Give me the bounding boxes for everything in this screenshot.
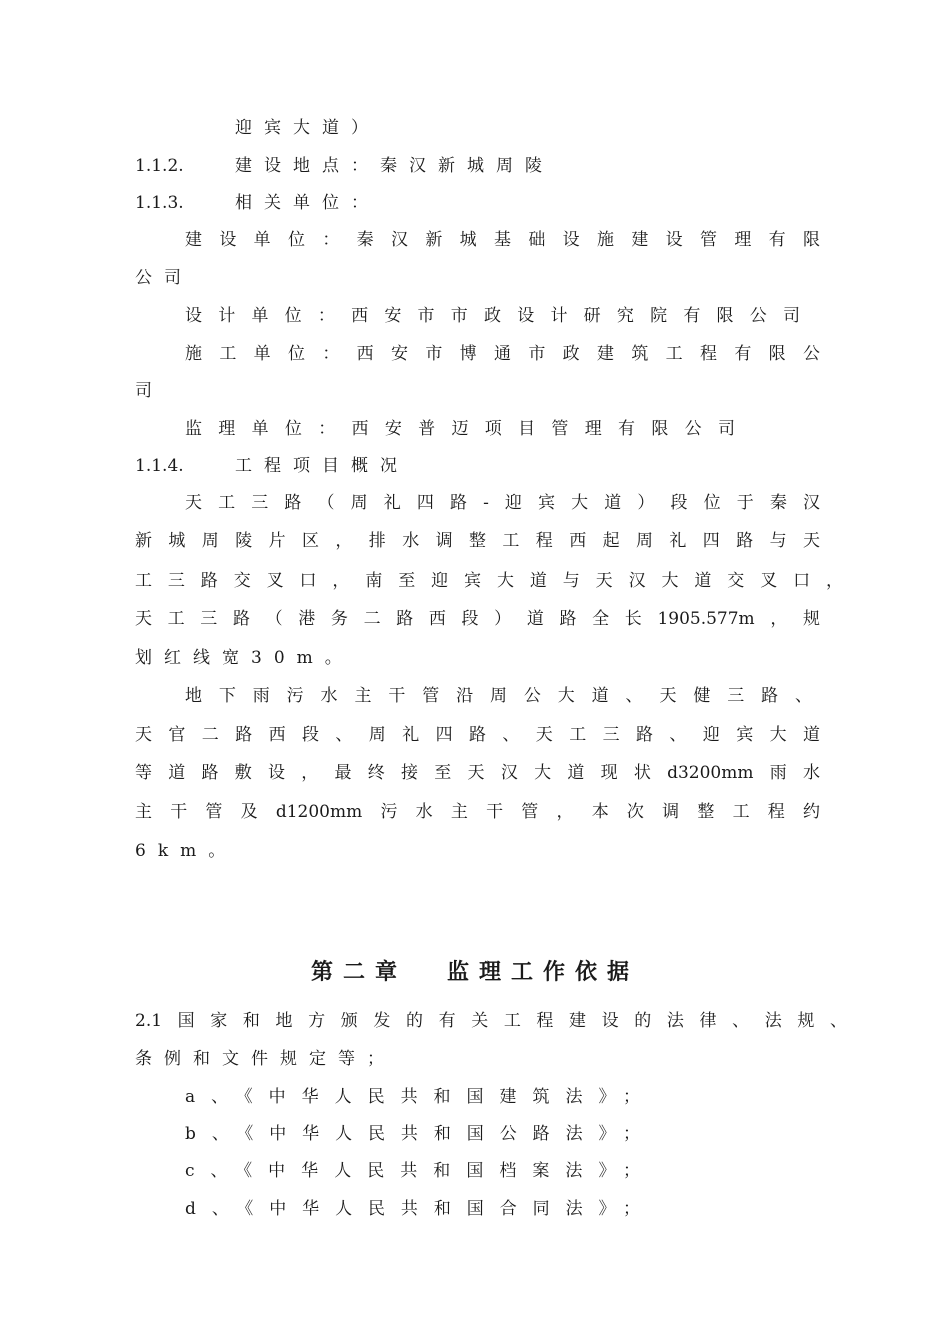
law-item: b、《中华人民共和国公路法》； <box>185 1124 640 1144</box>
section-2-1-line-cont: 条例和文件规定等； <box>135 1049 396 1069</box>
overview-line: 天工三路（周礼四路-迎宾大道）段位于秦汉 <box>185 493 820 513</box>
pipeline-line: 6km。 <box>135 841 238 861</box>
builder-line-cont: 公司 <box>135 268 193 288</box>
contractor-line: 施工单位：西安市博通市政建筑工程有限公 <box>185 344 820 364</box>
item-number: 1.1.4. <box>135 456 184 476</box>
item-1-1-2 <box>135 155 554 177</box>
pipeline-line: 地下雨污水主干管沿周公大道、天健三路、 <box>185 686 812 706</box>
law-item: a、《中华人民共和国建筑法》； <box>185 1087 640 1107</box>
law-item: d、《中华人民共和国合同法》； <box>185 1199 640 1219</box>
text-line: 迎宾大道） <box>235 118 380 138</box>
contractor-line-cont: 司 <box>135 381 164 401</box>
item-number: 1.1.2. <box>135 156 184 176</box>
builder-line: 建设单位：秦汉新城基础设施建设管理有限 <box>185 230 820 250</box>
pipeline-line: 天官二路西段、周礼四路、天工三路、迎宾大道 <box>135 725 820 745</box>
item-text: 建设地点：秦汉新城周陵 <box>235 156 554 176</box>
overview-line: 新城周陵片区，排水调整工程西起周礼四路与天 <box>135 531 820 551</box>
overview-line: 划红线宽30m。 <box>135 648 354 668</box>
supervisor-line: 监理单位：西安普迈项目管理有限公司 <box>185 419 735 439</box>
item-1-1-3 <box>135 192 380 214</box>
pipeline-line: 等道路敷设，最终接至天汉大道现状d3200mm雨水 <box>135 763 820 783</box>
chapter-title <box>0 955 950 986</box>
item-number: 1.1.3. <box>135 193 184 213</box>
overview-line: 天工三路（港务二路西段）道路全长1905.577m，规 <box>135 609 820 629</box>
item-1-1-4 <box>135 455 409 477</box>
chapter-name: 监理工作依据 <box>447 960 640 985</box>
chapter-number: 第二章 <box>310 960 407 985</box>
designer-line: 设计单位：西安市市政设计研究院有限公司 <box>185 306 800 326</box>
law-item: c、《中华人民共和国档案法》； <box>185 1161 640 1181</box>
overview-line: 工三路交叉口，南至迎宾大道与天汉大道交叉口， <box>135 571 843 591</box>
item-text: 相关单位： <box>235 193 380 213</box>
item-text: 工程项目概况 <box>235 456 409 476</box>
pipeline-line: 主干管及d1200mm污水主干管，本次调整工程约 <box>135 802 820 822</box>
section-2-1-line: 2.1国家和地方颁发的有关工程建设的法律、法规、 <box>135 1011 847 1031</box>
